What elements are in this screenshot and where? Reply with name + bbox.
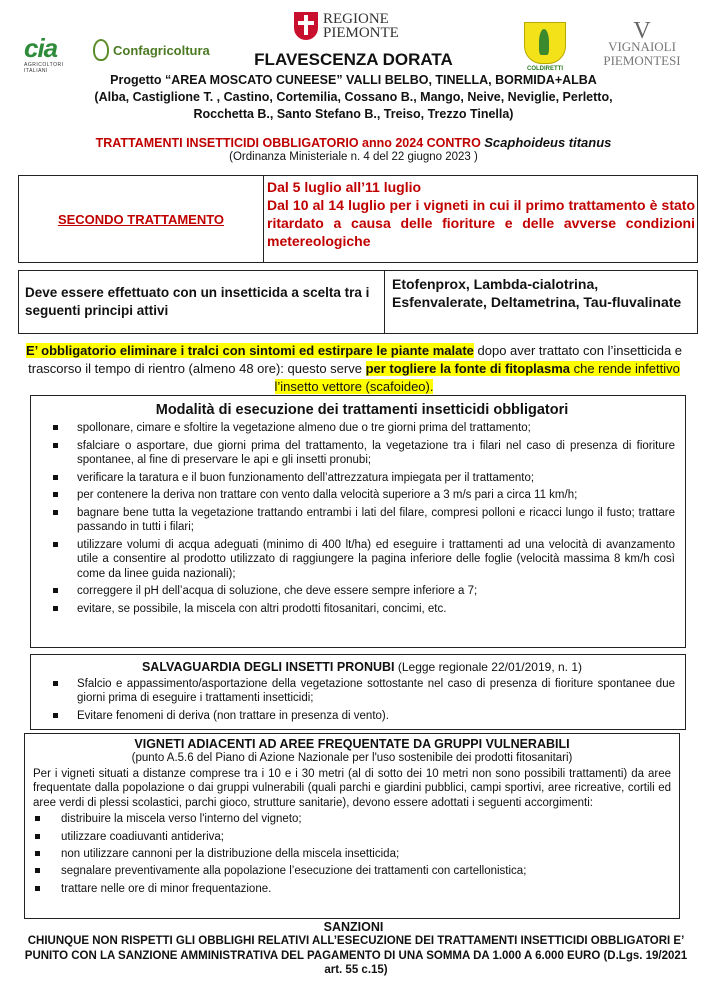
coldiretti-logo-text: COLDIRETTI [527,66,563,72]
list-item: Sfalcio e appassimento/asportazione della vegetazione sottostante nel caso di presenza di fioriture spontanee due giorni prima di eseguire i trattamenti insetticidi; [49,677,675,706]
treatment-title-text: TRATTAMENTI INSETTICIDI OBBLIGATORIO anno 2024 CONTRO [95,136,485,150]
vine-icon: V [633,18,651,44]
list-item: Evitare fenomeni di deriva (non trattare in presenza di vento). [49,709,675,723]
list-item: non utilizzare cannoni per la distribuzione della miscela insetticida; [33,847,671,861]
vignaioli-line1: VIGNAIOLI [608,39,676,54]
insecticide-label: Deve essere effettuato con un insetticida a scelta tra i seguenti principi attivi [19,271,385,333]
treatment-title [0,135,707,150]
second-treatment-box [18,175,698,263]
vignaioli-line2: PIEMONTESI [603,53,681,68]
sanctions-text: CHIUNQUE NON RISPETTI GLI OBBLIGHI RELATIVI ALL’ESECUZIONE DEI TRATTAMENTI INSETTICIDI OBBLIGATORI E’ PUNITO CON LA SANZIONE AMMINISTRATIVA DEL PAGAMENTO DI UNA SOMMA DA 1.000 A 6.000 EURO (D.Lgs. 19/2021 art. 55 c.15) [24,935,688,976]
list-item: segnalare preventivamente alla popolazione l’esecuzione dei trattamenti con cartellonistica; [33,864,671,878]
cia-logo-text: cia [24,33,58,63]
project-line: Rocchetta B., Santo Stefano B., Treiso, Trezzo Tinella) [193,107,514,121]
project-line: Progetto “AREA MOSCATO CUNEESE” VALLI BELBO, TINELLA, BORMIDA+ALBA [110,73,597,87]
list-item: utilizzare coadiuvanti antideriva; [33,830,671,844]
vulnerable-groups-subtitle: (punto A.5.6 del Piano di Azione Nazionale per l'uso sostenibile dei prodotti fitosanitari) [131,752,573,764]
pollinators-title [49,660,675,674]
list-item: utilizzare volumi di acqua adeguati (minimo di 400 lt/ha) ed eseguire i trattamenti ad una velocità di avanzamento utile a consentire al prodotto utilizzato di raggiungere la pagina inferiore delle foglie (velocità massima 8 km/h così come da linee guida nazionali); [49,538,675,581]
execution-modes-box [30,395,686,648]
regione-line1: REGIONE [323,11,389,27]
pollinators-title-text: SALVAGUARDIA DEGLI INSETTI PRONUBI [141,660,395,674]
list-item: trattare nelle ore di minor frequentazione. [33,882,671,896]
project-description [40,72,667,123]
second-treatment-dates [267,178,695,250]
page-title: FLAVESCENZA DORATA [254,50,453,69]
execution-modes-title: Modalità di esecuzione dei trattamenti insetticidi obbligatori [155,402,569,418]
mandatory-highlight: per togliere la fonte di fitoplasma [365,361,570,376]
second-treatment-label-cell [19,176,264,262]
list-item: correggere il pH dell’acqua di soluzione, che deve essere sempre inferiore a 7; [49,584,675,598]
mandatory-highlight: E’ obbligatorio eliminare i tralci con sintomi ed estirpare le piante malate [25,343,474,358]
mandatory-text: dopo aver trattato con l’insetticida e trascorso il tempo di rientro (almeno 48 ore): questo serve [28,343,683,376]
vulnerable-groups-paragraph: Per i vigneti situati a distanze comprese tra i 10 e i 30 metri (al di sotto dei 10 metri non sono possibili trattamenti) da aree frequentate dalla popolazione o dai gruppi vulnerabili (quali parchi e giardini pubblici, campi sportivi, aree ricreative, cortili ed aree verdi di plessi scolastici, parchi gioco, strutture sanitarie), devono essere adottati i seguenti accorgimenti: [33,768,671,809]
insecticide-actives: Etofenprox, Lambda-cialotrina, Esfenvalerate, Deltametrina, Tau-fluvalinate [392,276,682,310]
treatment-species: Scaphoideus titanus [484,135,612,150]
list-item: per contenere la deriva non trattare con vento dalla velocità superiore a 3 m/s pari a circa 11 km/h; [49,488,675,502]
list-item: spollonare, cimare e sfoltire la vegetazione almeno due o tre giorni prima del trattamento; [49,421,675,435]
list-item: evitare, se possibile, la miscela con altri prodotti fitosanitari, concimi, etc. [49,602,675,616]
list-item: bagnare bene tutta la vegetazione trattando entrambi i lati del filare, compresi polloni e ricacci lungo il fusto; trattare passando in tutti i filari; [49,506,675,535]
pollinators-law: (Legge regionale 22/01/2019, n. 1) [394,660,583,674]
mandatory-text-highlight: che rende infettivo l’insetto vettore (scafoideo). [274,361,680,394]
pollinators-list [49,677,675,723]
second-treatment-label: SECONDO TRATTAMENTO [57,211,225,227]
list-item: verificare la taratura e il buon funzionamento dell’attrezzatura impiegata per il trattamento; [49,471,675,485]
vulnerable-groups-box [24,733,680,919]
ordinance-reference: (Ordinanza Ministeriale n. 4 del 22 giugno 2023 ) [229,151,478,163]
project-line: (Alba, Castiglione T. , Castino, Cortemilia, Cossano B., Mango, Neive, Neviglie, Perletto, [94,90,613,104]
cia-logo-subtitle: AGRICOLTORI ITALIANI [24,62,64,74]
confagricoltura-logo-text: Confagricoltura [113,42,210,58]
sanctions-title: SANZIONI [323,920,384,934]
shield-icon [294,12,318,40]
regione-line2: PIEMONTE [323,25,399,41]
regione-piemonte-text [323,12,399,40]
execution-modes-list [49,421,675,616]
mandatory-note [16,342,692,396]
regione-piemonte-logo [294,12,399,40]
second-treatment-date-delayed: Dal 10 al 14 luglio per i vigneti in cui il primo trattamento è stato ritardato a causa delle fioriture e delle avverse condizioni metereologiche [267,197,695,249]
insecticide-box [18,270,698,334]
vulnerable-groups-list [33,812,671,896]
vulnerable-groups-title: VIGNETI ADIACENTI AD AREE FREQUENTATE DA GRUPPI VULNERABILI [134,737,570,751]
pollinators-box [30,654,686,730]
list-item: sfalciare o asportare, due giorni prima del trattamento, la vegetazione tra i filari nel caso di presenza di fioriture spontanee, al fine di preservare le api e gli insetti pronubi; [49,439,675,468]
second-treatment-date-main: Dal 5 luglio all’11 luglio [267,179,422,195]
list-item: distribuire la miscela verso l'interno del vigneto; [33,812,671,826]
